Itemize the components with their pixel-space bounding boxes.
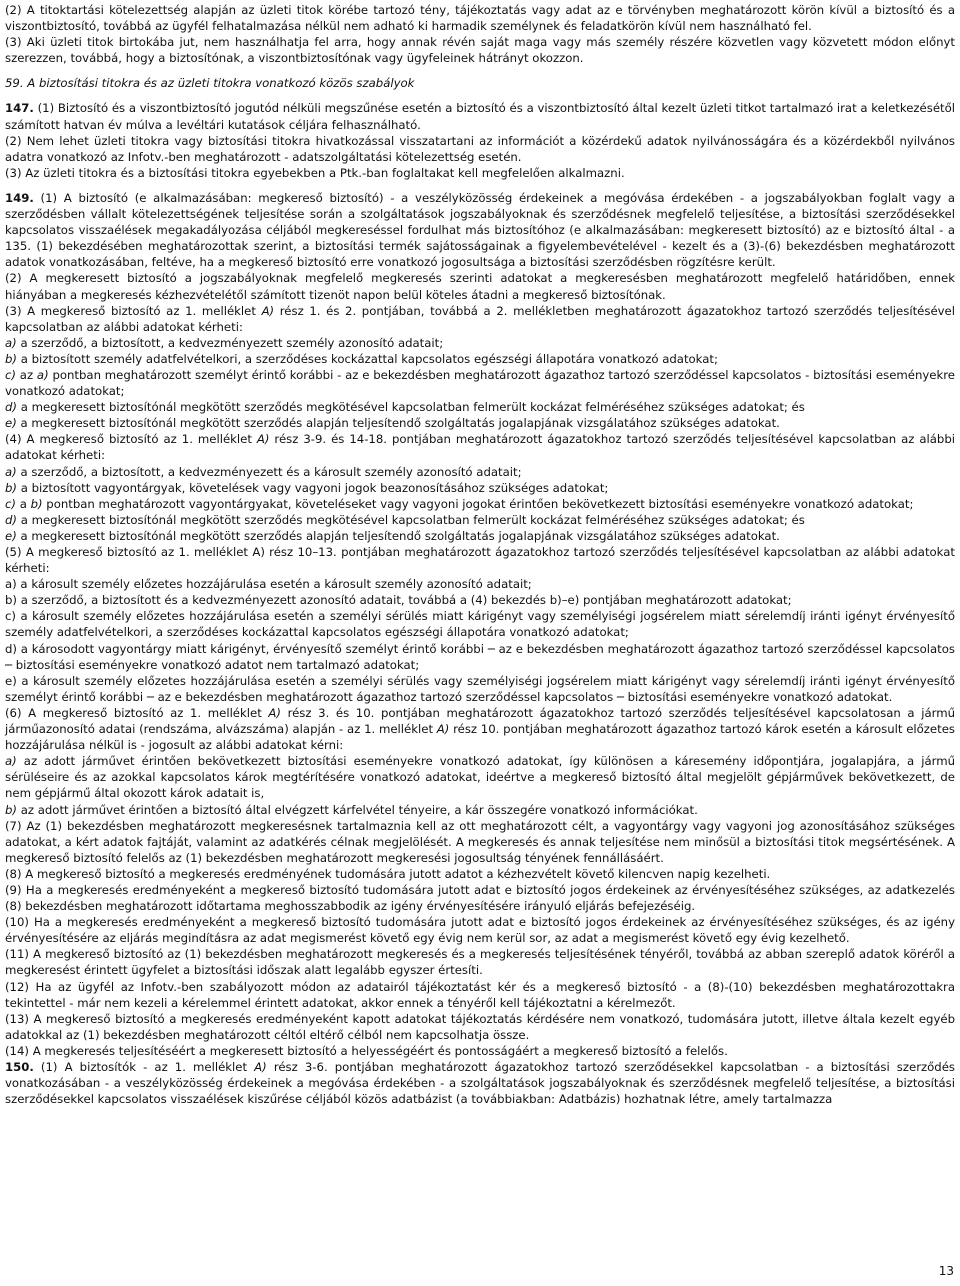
text-run: c) <box>5 367 16 382</box>
paragraph <box>5 673 955 705</box>
text-run: d) <box>5 512 17 527</box>
text-run: (2) A megkeresett biztosító a jogszabályoknak megfelelő megkeresés szerinti adatokat a megkeresésben meghatározott megfelelő határidőben, ennek hiányában a megkeresés kézhezvételétől számított tizenöt napon belül köteles átadni a megkereső biztosítónak. <box>5 271 955 302</box>
paragraph <box>5 496 955 512</box>
text-run: d) <box>5 400 17 415</box>
paragraph <box>5 165 955 181</box>
paragraph <box>5 1011 955 1043</box>
text-run: (1) Biztosító és a viszontbiztosító jogutód nélküli megszűnése esetén a biztosító és a viszontbiztosító által kezelt üzleti titkot tartalmazó irat a keletkezésétől számított hatvan év múlva a levéltári kutatások céljára felhasználható. <box>5 101 955 132</box>
paragraph <box>5 641 955 673</box>
text-run: A) <box>261 303 275 318</box>
paragraph <box>5 866 955 882</box>
paragraph <box>5 528 955 544</box>
paragraph <box>5 512 955 528</box>
text-run: b) <box>5 802 17 817</box>
text-run: rész 3. és 10. pontjában meghatározott ágazatokhoz tartozó szerződés teljesítésével kapcsolatosan a jármű járműazonosító adatai (rendszáma, alvázszáma) alapján - az 1. melléklet <box>5 705 955 737</box>
text-run: a megkeresett biztosítónál megkötött szerződés megkötésével kapcsolatban felmerült kockázat felméréséhez szükséges adatokat; és <box>16 512 805 527</box>
paragraph <box>5 979 955 1011</box>
paragraph <box>5 480 955 496</box>
paragraph <box>5 1043 955 1059</box>
text-run: pontban meghatározott vagyontárgyakat, követeléseket vagy vagyoni jogokat érintően bekövetkezett biztosítási eseményekre vonatkozó adatokat; <box>42 496 914 511</box>
paragraph <box>5 576 955 592</box>
text-run: (3) Az üzleti titokra és a biztosítási titokra egyebekben a Ptk.-ban foglaltakat kell megfelelően alkalmazni. <box>5 165 625 180</box>
text-run: (8) A megkereső biztosító a megkeresés eredményének tudomására jutott adatot a kézhezvételt követő kilencven napig kezelheti. <box>5 866 771 881</box>
text-run: c) <box>5 496 16 511</box>
text-run: b) a szerződő, a biztosított és a kedvezményezett azonosító adatait, továbbá a (4) bekezdés b)–e) pontjában meghatározott adatokat; <box>5 593 792 608</box>
text-run: e) <box>5 416 17 431</box>
text-run: az <box>16 367 37 382</box>
paragraph <box>5 705 955 753</box>
text-run: (7) Az (1) bekezdésben meghatározott megkeresésnek tartalmaznia kell az ott meghatározott célt, a vagyontárgy vagy vagyoni jog azonosításához szükséges adatokat, a kért adatok fajtáját, valamint az adatkérés célnak megjelölését. A megkeresés és annak teljesítése nem minősül a biztosítási titok megsértésének. A megkereső biztosító felelős az (1) bekezdésben meghatározott megkeresési jogosultság tényének fennállásáért. <box>5 818 955 865</box>
text-run: b) <box>5 480 17 495</box>
text-run: (3) A megkereső biztosító az 1. melléklet <box>5 303 262 318</box>
paragraph <box>5 351 955 367</box>
section-number: 149. <box>5 190 34 205</box>
text-run: e) <box>5 528 17 543</box>
paragraph <box>5 431 955 463</box>
text-run: a) <box>36 367 49 382</box>
paragraph <box>5 335 955 351</box>
paragraph <box>5 270 955 302</box>
text-run: a) <box>5 754 17 769</box>
text-run: A) <box>254 1060 267 1074</box>
paragraph <box>5 914 955 946</box>
section-title <box>5 75 955 91</box>
paragraph <box>5 34 955 66</box>
paragraph <box>5 882 955 914</box>
text-run: (13) A megkereső biztosító a megkeresés eredményeként kapott adatokat tájékoztatás kérdésére nem vonatkozó, tudomására jutott, illetve általa kezelt egyéb adatokkal az (1) bekezdésben meghatározott céltól eltérő célból nem kapcsolhatja össze. <box>5 1011 955 1042</box>
page-number: 13 <box>938 1264 954 1278</box>
paragraph <box>5 367 955 399</box>
paragraph <box>5 608 955 640</box>
paragraph <box>5 303 955 335</box>
text-run: (9) Ha a megkeresés eredményeként a megkereső biztosító tudomására jutott adat e biztosító jogos érdekeinek az érvényesítéséhez szükséges, az adatkezelés (8) bekezdésben meghatározott időtartama meghosszabbodik az igény érvényesítésére irányuló eljárás befejezéséig. <box>5 882 955 914</box>
paragraph <box>5 753 955 801</box>
paragraph <box>5 802 955 818</box>
text-run: a biztosított személy adatfelvételkori, a szerződéses kockázattal kapcsolatos egészségi állapotára vonatkozó adatokat; <box>16 351 718 366</box>
paragraph <box>5 464 955 480</box>
text-run: (6) A megkereső biztosító az 1. melléklet <box>5 705 269 720</box>
paragraph <box>5 190 955 270</box>
text-run: rész 3-9. és 14-18. pontjában meghatározott ágazatokhoz tartozó szerződés teljesítésével kapcsolatban az alábbi adatokat kérheti: <box>5 432 956 463</box>
text-run: A) <box>268 705 281 720</box>
text-run: (1) A biztosító (e alkalmazásában: megkereső biztosító) - a veszélyközösség érdekeinek a megóvása érdekében - a jogszabályokban foglalt vagy a szerződésben vállalt kötelezettségének teljesítése során a szolgáltatások jogszabályoknak és szerződésnek megfelelő teljesítése, a biztosítási szerződésekkel kapcsolatos visszaélések megakadályozása céljából megkereséssel fordulhat más biztosítóhoz (e alkalmazásában: megkeresett biztosító) az e biztosító által - a 135. (1) bekezdésében meghatározottak szerint, a biztosítási termék sajátosságainak a figyelembevételével - kezelt és a (3)-(6) bekezdésben meghatározott adatok vonatkozásában, feltéve, ha a megkereső biztosító erre vonatkozó jogosultsága a biztosítási szerződésben rögzítésre került. <box>5 190 955 270</box>
paragraph <box>5 2 955 34</box>
text-run: a megkeresett biztosítónál megkötött szerződés alapján teljesítendő szolgáltatás jogalapjának vizsgálatához szükséges adatokat. <box>16 528 780 543</box>
text-run: c) a károsult személy előzetes hozzájárulása esetén a személyi sérülés miatt kárigényt vagy személyiségi jogsérelem miatt sérelemdíj iránti igényt érvényesítő személy adatfelvételkori, a szerződéses kockázattal kapcsolatos egészségi állapotára vonatkozó adatokat; <box>5 609 955 640</box>
text-run: A) <box>436 722 450 737</box>
paragraph <box>5 415 955 431</box>
paragraph <box>5 544 955 576</box>
text-run: rész 1. és 2. pontjában, továbbá a 2. mellékletben meghatározott ágazatokhoz tartozó szerződés teljesítésével kapcsolatban az alábbi adatokat kérheti: <box>5 303 955 334</box>
document-page <box>5 2 955 1107</box>
text-run: (1) A biztosítók - az 1. melléklet <box>33 1060 255 1074</box>
text-run: (10) Ha a megkeresés eredményeként a megkereső biztosító tudomására jutott adat e biztosító jogos érdekeinek az érvényesítéséhez szükséges, és az igény érvényesítésére az eljárás megindításra az adat megismerést követő egy évig nem kerül sor, az adat a megismerést követő egy évig kezelhető. <box>5 915 955 946</box>
text-run: a szerződő, a biztosított, a kedvezményezett személy azonosító adatait; <box>16 335 444 350</box>
text-run: (2) Nem lehet üzleti titokra vagy biztosítási titokra hivatkozással visszatartani az információt a közérdekű adatok nyilvánosságára és a közérdekből nyilvános adatra vonatkozó az Infotv.-ben meghatározott - adatszolgáltatási kötelezettség esetén. <box>5 133 955 164</box>
text-run: a szerződő, a biztosított, a kedvezményezett és a károsult személy azonosító adatait; <box>16 464 522 479</box>
text-run: a) a károsult személy előzetes hozzájárulása esetén a károsult személy azonosító adatait; <box>5 577 532 592</box>
text-run: 59. A biztosítási titokra és az üzleti titokra vonatkozó közös szabályok <box>5 76 415 91</box>
text-run: (11) A megkereső biztosító az (1) bekezdésben meghatározott megkeresés és a megkeresés teljesítésének tényéről, továbbá az abban szereplő adatok köréről a megkeresést érintett ügyfelet a biztosítási időszak alatt legalább egyszer értesíti. <box>5 947 955 978</box>
text-run: A) <box>256 432 270 447</box>
text-run: (14) A megkeresés teljesítéséért a megkeresett biztosító a helyességéért és pontosságáért a megkereső biztosító a felelős. <box>5 1043 728 1058</box>
text-run: (4) A megkereső biztosító az 1. melléklet <box>5 432 257 447</box>
text-run: (5) A megkereső biztosító az 1. melléklet A) rész 10–13. pontjában meghatározott ágazatokhoz tartozó szerződés teljesítésével kapcsolatban az alábbi adatokat kérheti: <box>5 545 955 576</box>
paragraph <box>5 1059 955 1107</box>
paragraph <box>5 946 955 978</box>
section-number: 147. <box>5 101 34 116</box>
text-run: rész 10. pontjában meghatározott ágazathoz tartozó károk esetén a károsult előzetes hozzájárulása nélkül is - jogosult az alábbi adatokat kérni: <box>5 722 955 753</box>
paragraph <box>5 592 955 608</box>
text-run: b) <box>5 351 17 366</box>
text-run: a) <box>5 335 17 350</box>
text-run: (12) Ha az ügyfél az Infotv.-ben szabályozott módon az adatairól tájékoztatást kér és a megkereső biztosító - a (8)-(10) bekezdésben meghatározottakra tekintettel - már nem kezeli a kérelemmel érintett adatokat, akkor ennek a tényéről kell tájékoztatni a kérelmezőt. <box>5 979 955 1010</box>
text-run: a <box>16 496 31 511</box>
section-number: 150. <box>5 1060 34 1074</box>
text-run: a biztosított vagyontárgyak, követelések vagy vagyoni jogok beazonosításához szükséges adatokat; <box>16 480 609 495</box>
paragraph <box>5 133 955 165</box>
text-run: az adott járművet érintően a biztosító által elvégzett kárfelvétel tényeire, a kár összegére vonatkozó információkat. <box>16 802 698 817</box>
text-run: rész 3-6. pontjában meghatározott ágazatokhoz tartozó szerződésekkel kapcsolatban - a biztosítási szerződés vonatkozásában - a veszélyközösség érdekeinek a megóvása érdekében - a szolgáltatások jogszabályoknak és szerződésnek megfelelő teljesítése, a biztosítási szerződésekkel kapcsolatos visszaélések kiszűrése céljából közös adatbázist (a továbbiakban: Adatbázis) hozhatnak létre, amely tartalmazza <box>5 1060 956 1107</box>
text-run: e) a károsult személy előzetes hozzájárulása esetén a személyi sérülés vagy személyiségi jogsérelem miatt kárigényt vagy sérelemdíj iránti igényt érvényesítő személyt érintő korábbi ─ az e bekezdésben meghatározott ágazathoz tartozó szerződéssel kapcsolatos ─ biztosítási eseményekre vonatkozó adatokat. <box>5 673 955 704</box>
text-run: b) <box>30 496 43 511</box>
paragraph <box>5 100 955 132</box>
text-run: a) <box>5 464 17 479</box>
text-run: (2) A titoktartási kötelezettség alapján az üzleti titok körébe tartozó tény, tájékoztatás vagy adat az e törvényben meghatározott körön kívül a biztosító és a viszontbiztosító, továbbá az ügyfél felhatalmazása nélkül nem adható ki harmadik személynek és feladatkörön kívül nem használható fel. <box>5 3 955 34</box>
text-run: az adott járművet érintően bekövetkezett biztosítási eseményekre vonatkozó adatokat, így különösen a káresemény időpontjára, jogalapjára, a jármű sérüléseire és az azokkal kapcsolatos károk megtérítésére vonatkozó adatokat, ideértve a megkereső biztosító által megjelölt gépjárművek bekövetkezett, de nem gépjármű által okozott károk adatait is, <box>5 754 955 801</box>
paragraph <box>5 399 955 415</box>
text-run: (3) Aki üzleti titok birtokába jut, nem használhatja fel arra, hogy annak révén saját maga vagy más személy részére közvetlen vagy közvetett módon előnyt szerezzen, továbbá, hogy a biztosítónak, a viszontbiztosítónak vagy ügyfeleinek hátrányt okozzon. <box>5 35 955 66</box>
paragraph <box>5 818 955 866</box>
text-run: a megkeresett biztosítónál megkötött szerződés alapján teljesítendő szolgáltatás jogalapjának vizsgálatához szükséges adatokat. <box>16 416 780 431</box>
text-run: a megkeresett biztosítónál megkötött szerződés megkötésével kapcsolatban felmerült kockázat felméréséhez szükséges adatokat; és <box>16 400 805 415</box>
text-run: pontban meghatározott személyt érintő korábbi - az e bekezdésben meghatározott ágazathoz tartozó szerződéssel kapcsolatos - biztosítási eseményekre vonatkozó adatokat; <box>5 367 955 399</box>
text-run: d) a károsodott vagyontárgy miatt kárigényt, érvényesítő személyt érintő korábbi ─ az e bekezdésben meghatározott ágazathoz tartozó szerződéssel kapcsolatos ─ biztosítási eseményekre vonatkozó adatot nem tartalmazó adatokat; <box>5 641 955 672</box>
